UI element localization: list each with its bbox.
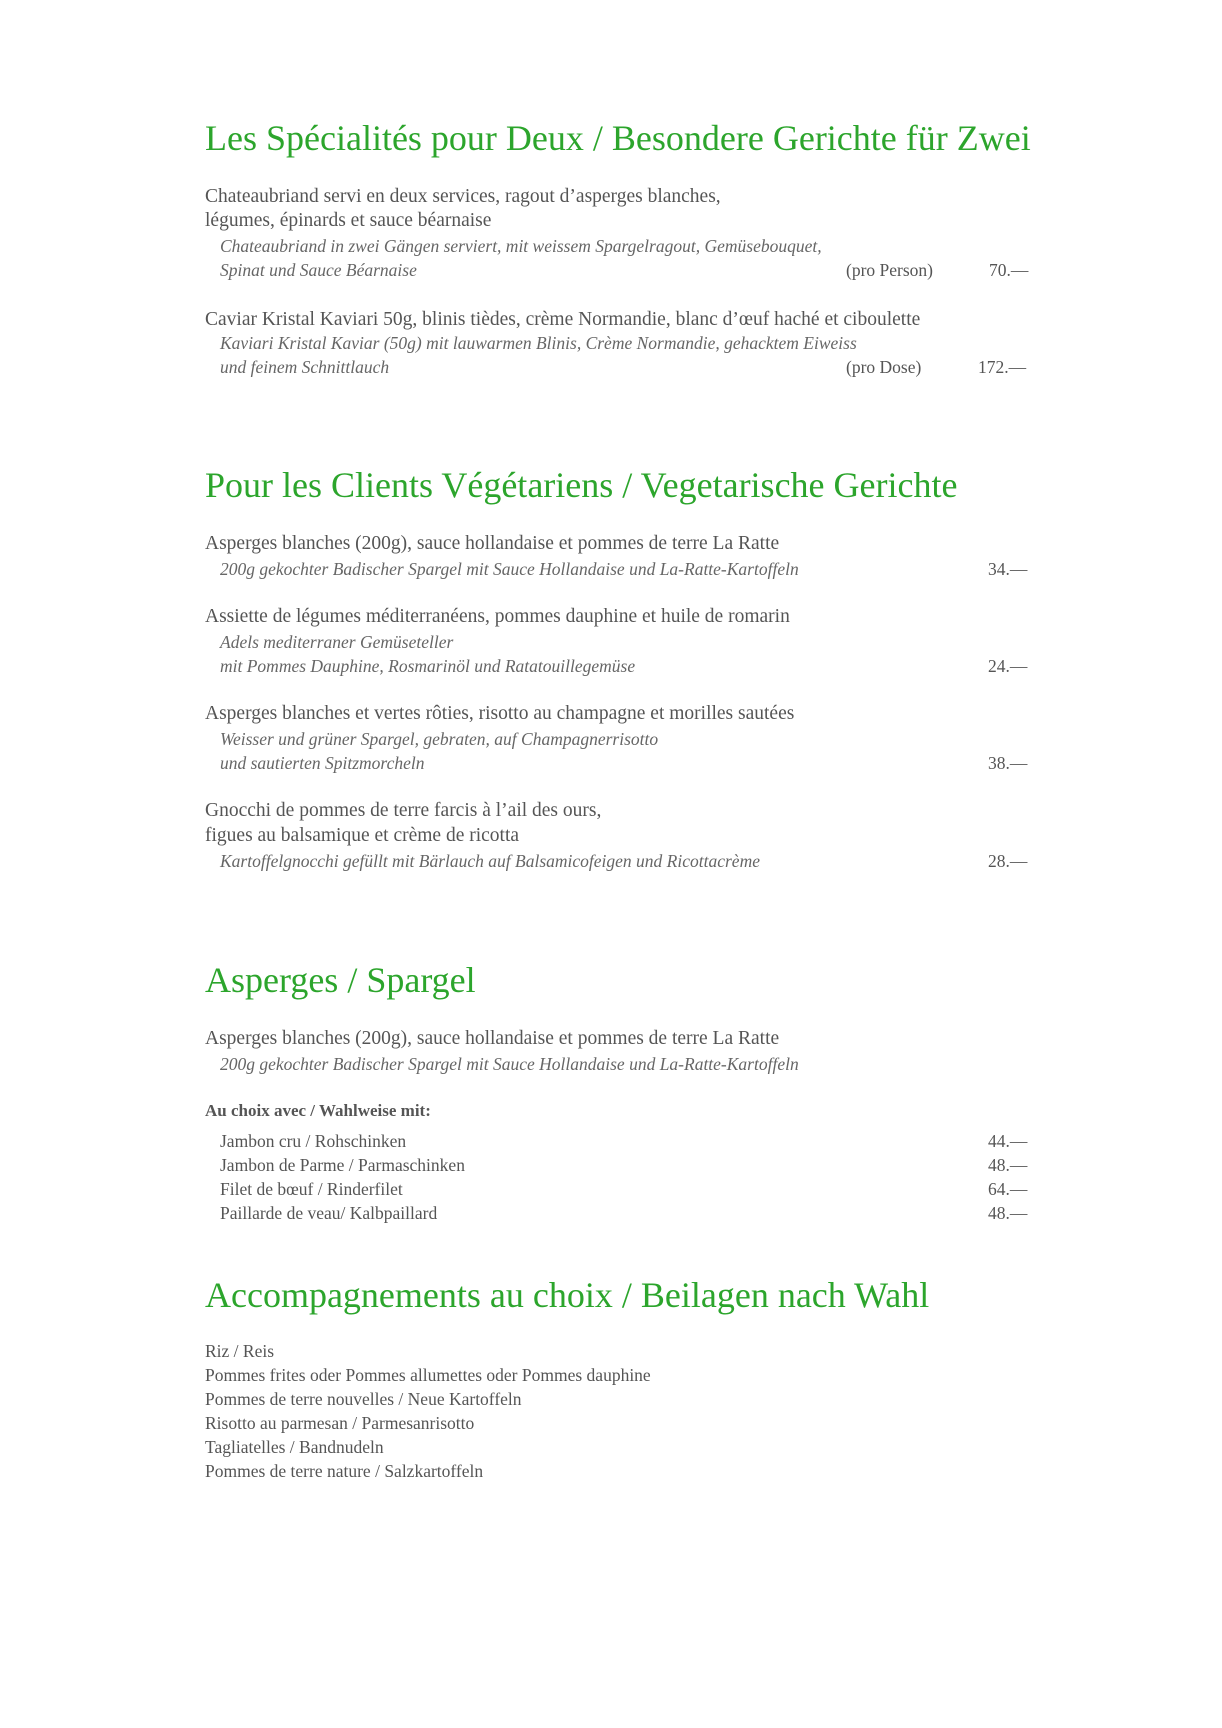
option-4-label: Paillarde de veau/ Kalbpaillard [220, 1203, 438, 1223]
section-title-sides: Accompagnements au choix / Beilagen nach Wahl [205, 1275, 930, 1315]
option-3-price: 64.— [988, 1179, 1028, 1199]
duo-item-1-fr-line-2: légumes, épinards et sauce béarnaise [205, 210, 492, 231]
veg-item-2-de-line-2: mit Pommes Dauphine, Rosmarinöl und Ratatouillegemüse [220, 656, 636, 676]
side-item-4: Risotto au parmesan / Parmesanrisotto [205, 1413, 475, 1433]
side-item-1: Riz / Reis [205, 1341, 275, 1361]
veg-item-4-de-line-1: Kartoffelgnocchi gefüllt mit Bärlauch auf Balsamicofeigen und Ricottacrème [220, 851, 760, 871]
asparagus-item-de-line-1: 200g gekochter Badischer Spargel mit Sauce Hollandaise und La-Ratte-Kartoffeln [220, 1054, 799, 1074]
section-title-vegetarian: Pour les Clients Végétariens / Vegetarische Gerichte [205, 465, 958, 505]
option-1-label: Jambon cru / Rohschinken [220, 1131, 407, 1151]
section-title-duo: Les Spécialités pour Deux / Besondere Gerichte für Zwei [205, 118, 1031, 158]
veg-item-2-price: 24.— [988, 656, 1028, 676]
duo-item-2-unit: (pro Dose) [846, 357, 922, 377]
option-2-label: Jambon de Parme / Parmaschinken [220, 1155, 465, 1175]
asparagus-item-fr-line-1: Asperges blanches (200g), sauce hollandaise et pommes de terre La Ratte [205, 1028, 780, 1049]
duo-item-1-unit: (pro Person) [846, 260, 933, 280]
veg-item-3-fr-line-1: Asperges blanches et vertes rôties, risotto au champagne et morilles sautées [205, 703, 795, 724]
choice-label: Au choix avec / Wahlweise mit: [205, 1101, 431, 1120]
veg-item-1-price: 34.— [988, 559, 1028, 579]
duo-item-1-fr-line-1: Chateaubriand servi en deux services, ragout d’asperges blanches, [205, 186, 721, 207]
veg-item-4-fr-line-2: figues au balsamique et crème de ricotta [205, 825, 520, 846]
veg-item-1-de-line-1: 200g gekochter Badischer Spargel mit Sauce Hollandaise und La-Ratte-Kartoffeln [220, 559, 799, 579]
side-item-5: Tagliatelles / Bandnudeln [205, 1437, 384, 1457]
veg-item-3-de-line-1: Weisser und grüner Spargel, gebraten, auf Champagnerrisotto [220, 729, 659, 749]
duo-item-2-de-line-2: und feinem Schnittlauch [220, 357, 390, 377]
duo-item-1-de-line-1: Chateaubriand in zwei Gängen serviert, mit weissem Spargelragout, Gemüsebouquet, [220, 236, 822, 256]
veg-item-2-de-line-1: Adels mediterraner Gemüseteller [220, 632, 454, 652]
veg-item-4-price: 28.— [988, 851, 1028, 871]
section-title-asparagus: Asperges / Spargel [205, 960, 476, 1000]
veg-item-1-fr-line-1: Asperges blanches (200g), sauce hollandaise et pommes de terre La Ratte [205, 533, 780, 554]
side-item-2: Pommes frites oder Pommes allumettes oder Pommes dauphine [205, 1365, 651, 1385]
veg-item-3-price: 38.— [988, 753, 1028, 773]
option-4-price: 48.— [988, 1203, 1028, 1223]
duo-item-1-price: 70.— [989, 260, 1029, 280]
duo-item-2-price: 172.— [978, 357, 1027, 377]
veg-item-2-fr-line-1: Assiette de légumes méditerranéens, pommes dauphine et huile de romarin [205, 606, 790, 627]
duo-item-2-de-line-1: Kaviari Kristal Kaviar (50g) mit lauwarmen Blinis, Crème Normandie, gehacktem Eiweiss [220, 333, 857, 353]
duo-item-1-de-line-2: Spinat und Sauce Béarnaise [220, 260, 417, 280]
veg-item-4-fr-line-1: Gnocchi de pommes de terre farcis à l’ail des ours, [205, 800, 602, 821]
option-2-price: 48.— [988, 1155, 1028, 1175]
menu-page [205, 0, 1045, 1728]
option-3-label: Filet de bœuf / Rinderfilet [220, 1179, 403, 1199]
side-item-3: Pommes de terre nouvelles / Neue Kartoffeln [205, 1389, 522, 1409]
side-item-6: Pommes de terre nature / Salzkartoffeln [205, 1461, 484, 1481]
duo-item-2-fr-line-1: Caviar Kristal Kaviari 50g, blinis tièdes, crème Normandie, blanc d’œuf haché et ciboulette [205, 309, 921, 330]
veg-item-3-de-line-2: und sautierten Spitzmorcheln [220, 753, 425, 773]
option-1-price: 44.— [988, 1131, 1028, 1151]
